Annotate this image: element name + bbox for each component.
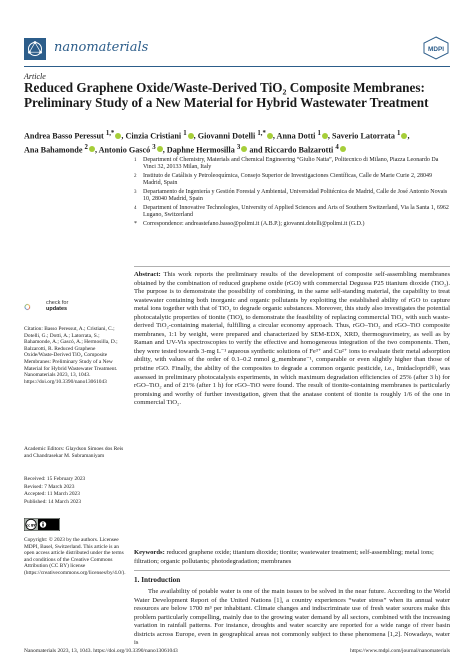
published-date: Published: 14 March 2023 — [24, 498, 82, 505]
author-line-1: Andrea Basso Peressut $^{1,*}$ , Cinzia Cristiani $^1$ , Giovanni Dotelli $^{1,*}$ , Anna Dotti $^1$ , Saverio Latorrata $^1$ , — [24, 130, 410, 141]
author-name: Riccardo Balzarotti — [264, 145, 334, 155]
revised-date: Revised: 7 March 2023 — [24, 483, 75, 490]
article-type: Article — [24, 72, 46, 81]
keywords — [134, 549, 450, 566]
cc-label: cc BY — [26, 523, 36, 528]
orcid-icon[interactable] — [401, 133, 407, 139]
author-affil-sup: 1 — [183, 130, 187, 137]
affiliation-mark: 2 — [134, 173, 137, 179]
affiliation-text: Department of Chemistry, Materials and Chemical Engineering “Giulio Natta”, Politecnico di Milano, Piazza Leonardo Da Vinci 32, 20133 Milan, Italy — [143, 157, 439, 171]
affiliation-text: Department of Innovative Technologies, University of Applied Sciences and Arts of Southern Switzerland, Via la Santa 1, 6962 Lugano, Switzerland — [143, 204, 449, 218]
author-name: Andrea Basso Peressut — [24, 131, 104, 141]
keywords-bottom-rule — [134, 570, 450, 571]
orcid-icon[interactable] — [267, 133, 273, 139]
author-name: Giovanni Dotelli — [197, 131, 256, 141]
publisher-label: MDPI — [428, 46, 444, 53]
author-name: Cinzia Cristiani — [125, 131, 182, 141]
affiliation-item — [134, 205, 450, 220]
keywords-text: reduced graphene oxide; titanium dioxide; tionite; wastewater treatment; self-assembling; metal ions; filtration; organic pollutants; photodegradation; membranes — [134, 549, 434, 565]
check-updates-line2: updates — [46, 306, 68, 312]
editors-text: Academic Editors: Glaydson Simoes dos Reis and Chandrasekar M. Subramaniyam — [24, 446, 124, 459]
abstract-label: Abstract: — [134, 271, 161, 278]
author-line-2: Ana Bahamonde $^2$ , Antonio Gascó $^3$ , Daphne Hermosilla $^3$ and Riccardo Balzarotti $^4$ — [24, 142, 450, 156]
copyright-text: Copyright: © 2023 by the authors. Licensee MDPI, Basel, Switzerland. This article is an open access article distributed under the terms and conditions of the Creative Commons Attribution (CC BY) license (https://creativecommons.org/licenses/by/4.0/). — [24, 537, 126, 576]
journal-header — [24, 36, 450, 64]
orcid-icon[interactable] — [340, 146, 346, 152]
orcid-icon[interactable] — [322, 133, 328, 139]
introduction-text: The availability of potable water is one of the main issues to be solved in the near future. According to the World Water Development Report of the United Nations [1], a country experiences “water stress” when its annual water resources are below 1700 m³ per inhabitant. Climate changes and indiscriminate use of fresh water sources make this problem particularly compelling, mainly due to the growing water demand by all sectors, combined with the increasing variation in rainfall patterns. For instance, droughts and water scarcity are reported for a wide range of river basin districts across Europe, even in geographical areas not commonly subject to these phenomena [1,2]. Nowadays, water is — [134, 588, 450, 647]
author-affil-sup: 2 — [84, 143, 88, 151]
orcid-icon[interactable] — [115, 133, 121, 139]
citation-block — [24, 326, 124, 385]
affiliation-mark: 4 — [134, 205, 137, 211]
keywords-label: Keywords: — [134, 549, 165, 556]
abstract — [134, 271, 450, 408]
received-date: Received: 15 February 2023 — [24, 476, 86, 482]
check-for-updates-icon[interactable] — [24, 297, 44, 317]
author-name: Saverio Latorrata — [332, 131, 395, 141]
affiliation-item — [134, 157, 450, 172]
author-list — [24, 128, 450, 155]
author-affil-sup: 1,* — [257, 130, 266, 137]
footer-journal-link[interactable]: https://www.mdpi.com/journal/nanomaterials — [350, 648, 450, 654]
author-affil-sup: 3 — [236, 143, 241, 151]
editors-block — [24, 446, 124, 459]
author-affil-sup: 1 — [317, 130, 321, 137]
section-heading: 1. Introduction — [134, 576, 181, 584]
correspondence-text[interactable]: Correspondence: andreastefano.basso@polimi.it (A.B.P.); giovanni.dotelli@polimi.it (G.D.) — [143, 220, 365, 227]
check-updates-line1: check for — [46, 300, 69, 306]
journal-name[interactable]: nanomaterials — [54, 40, 149, 55]
cc-by-license-icon[interactable] — [24, 518, 60, 531]
check-for-updates-label[interactable] — [46, 300, 68, 312]
author-affil-sup: 4 — [335, 143, 339, 151]
copyright-block — [24, 537, 124, 577]
citation-text[interactable]: Citation: Basso Peressut, A.; Cristiani, C.; Dotelli, G.; Dotti, A.; Latorrata, S.; Bahamonde, A.; Gascó, A.; Hermosilla, D.; Balzarotti, R. Reduced Graphene Oxide/Waste-Derived TiO₂ Composite Membranes: Preliminary Study of a New Material for Hybrid Wastewater Treatment. Nanomaterials 2023, 13, 1043. https://doi.org/10.3390/nano13061043 — [24, 326, 118, 385]
affiliation-item — [134, 173, 450, 188]
dates-block — [24, 476, 124, 506]
author-name: Daphne Hermosilla — [166, 145, 235, 155]
author-name: Anna Dotti — [276, 131, 316, 141]
author-name: Antonio Gascó — [98, 145, 151, 155]
affiliation-text: Departamento de Ingeniería y Gestión Forestal y Ambiental, Universidad Politécnica de Madrid, Calle de José Antonio Novais 10, 28040 Madrid, Spain — [143, 188, 448, 203]
abstract-top-rule — [134, 266, 450, 267]
paper-title: Reduced Graphene Oxide/Waste-Derived TiO₂ Composite Membranes: Preliminary Study of a New Material for Hybrid Wastewater Treatment — [24, 80, 429, 110]
orcid-icon[interactable] — [188, 133, 194, 139]
nanomaterials-logo-icon — [24, 38, 46, 60]
author-name: Ana Bahamonde — [24, 145, 83, 155]
affiliation-item — [134, 189, 450, 204]
affiliation-mark: 3 — [134, 189, 137, 195]
author-affil-sup: 3 — [152, 143, 156, 151]
author-and: and — [247, 145, 265, 155]
author-affil-sup: 1,* — [105, 130, 115, 137]
author-affil-sup: 1 — [397, 130, 401, 137]
accepted-date: Accepted: 11 March 2023 — [24, 491, 80, 498]
affiliation-text: Instituto de Catálisis y Petroleoquímica, Consejo Superior de Investigaciones Científicas, Calle de Marie Curie 2, 28049 Madrid, Spain — [143, 172, 432, 187]
mdpi-logo-icon[interactable] — [422, 36, 450, 60]
header-rule — [24, 66, 450, 67]
abstract-text: This work reports the preliminary results of the development of composite self-assembling membranes obtained by the combination of reduced graphene oxide (rGO) with commercial Degussa P25 titanium dioxide (TiO₂). The purpose is to demonstrate the possibility of combining, in the same self-standing material, the capability to treat wastewater containing both inorganic and organic pollutants by exploiting the established ability of rGO to capture metal ions together with that of TiO₂ to degrade organic substances. Moreover, this study also investigates the potential photocatalytic properties of tionite (TiO), to demonstrate the feasibility of replacing commercial TiO₂ with such waste-derived TiO₂-containing material, fulfilling a circular economy approach. Thus, rGO–TiO₂ and rGO–TiO composite membranes, 1:1 by weight, were prepared and characterized by SEM-EDX, XRD, thermogravimetry, as well as by Raman and UV-Vis spectroscopies to verify the effective and homogeneous integration of the two components. Then, they were tested towards 3-mg L⁻¹ aqueous synthetic solutions of Fe³⁺ and Cu²⁺ ions to evaluate their metal adsorption ability, with values of the order of 0.1–0.2 mmol g_membrane⁻¹, comparable or even slightly higher than those of pristine rGO. Finally, the ability of the composites to degrade a common organic pesticide, i.e., Imidacloprid®, was assessed in preliminary photocatalysis experiments, in which maximum degradation efficiencies of 25% (after 3 h) for rGO–TiO₂ and of 21% (after 1 h) for rGO–TiO were found. The result of tionite-containing membranes is particularly promising and worthy of further investigation, given that the anatase content of tionite is roughly 1/6 of the one in commercial TiO₂. — [134, 271, 451, 407]
affiliation-mark: 1 — [134, 158, 137, 163]
orcid-icon[interactable] — [89, 146, 95, 152]
footer-citation[interactable]: Nanomaterials 2023, 13, 1043. https://doi.org/10.3390/nano13061043 — [24, 648, 178, 654]
orcid-icon[interactable] — [157, 146, 163, 152]
affiliation-list — [134, 157, 450, 229]
correspondence-item — [134, 221, 450, 228]
affiliation-mark: * — [134, 220, 137, 227]
